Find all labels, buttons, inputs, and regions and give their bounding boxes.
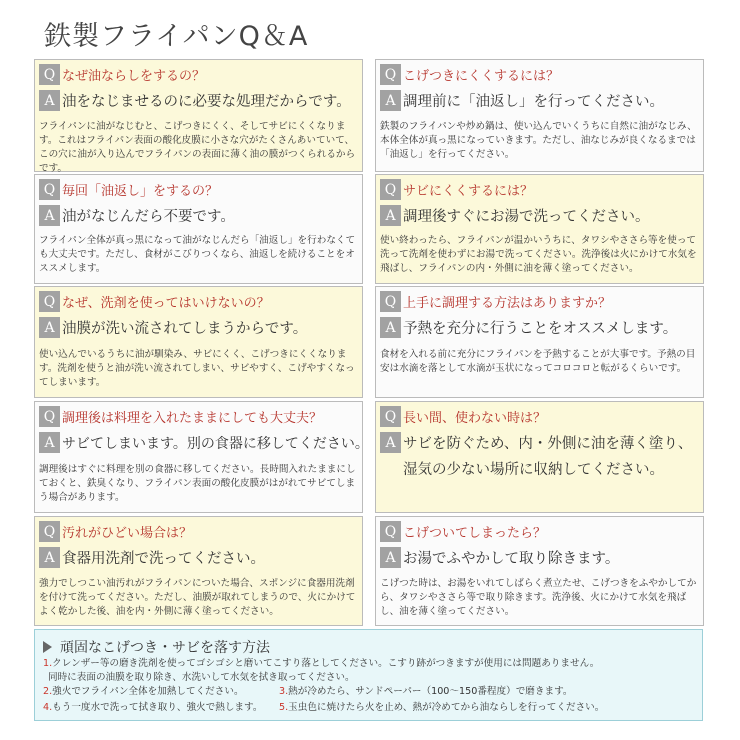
question-row	[380, 291, 611, 312]
question-text: サビにくくするには？	[403, 184, 534, 199]
question-row	[39, 291, 270, 312]
question-text: 毎回「油返し」をするの？	[62, 184, 219, 199]
question-row	[380, 406, 546, 427]
step-number: 1.	[43, 658, 53, 669]
question-text: なぜ、洗剤を使ってはいけないの？	[62, 296, 270, 311]
qa-card	[34, 286, 363, 398]
question-text: 上手に調理する方法はありますか？	[403, 296, 612, 311]
step-number: 4.	[43, 702, 53, 713]
tips-title	[43, 637, 270, 657]
q-badge: Q	[380, 406, 401, 427]
answer-text: 調理後すぐにお湯で洗ってください。	[403, 209, 650, 225]
answer-row	[380, 317, 677, 338]
answer-row	[380, 432, 692, 453]
a-badge: A	[39, 317, 60, 338]
question-row	[39, 521, 192, 542]
answer-row	[380, 90, 664, 111]
answer-text: サビを防ぐため、内・外側に油を薄く塗り、	[403, 436, 693, 452]
explanation-text: 使い込んでいるうちに油が馴染み、サビにくく、こげつきにくくなります。洗剤を使うと油が洗い流されてしまい、サビやすく、こげやすくなってしまいます。	[39, 349, 355, 388]
q-badge: Q	[39, 291, 60, 312]
answer-text: 油をなじませるのに必要な処理だからです。	[62, 94, 351, 110]
a-badge: A	[380, 317, 401, 338]
tip-step	[48, 672, 355, 684]
a-badge: A	[380, 90, 401, 111]
a-badge: A	[380, 205, 401, 226]
answer-row	[39, 205, 235, 226]
q-badge: Q	[39, 179, 60, 200]
qa-card	[34, 59, 363, 172]
q-badge: Q	[380, 291, 401, 312]
triangle-icon	[43, 641, 52, 653]
answer-row	[39, 432, 369, 453]
answer-row	[380, 547, 619, 568]
question-row	[39, 179, 218, 200]
question-row	[39, 406, 322, 427]
step-text: 玉虫色に焼けたら火を止め、熱が冷めてから油ならしを行ってください。	[288, 702, 605, 713]
answer-text: 油がなじんだら不要です。	[62, 209, 235, 225]
answer-text: 予熱を充分に行うことをオススメします。	[403, 321, 678, 337]
qa-card	[375, 286, 704, 398]
q-badge: Q	[380, 64, 401, 85]
question-text: こげついてしまったら？	[403, 526, 547, 541]
question-row	[380, 179, 533, 200]
explanation-text: 食材を入れる前に充分にフライパンを予熱することが大事です。予熱の目安は水滴を落として水滴が玉状になってコロコロと転がるくらいです。	[380, 349, 696, 374]
a-badge: A	[380, 432, 401, 453]
qa-card	[375, 174, 704, 284]
q-badge: Q	[380, 521, 401, 542]
tip-step	[43, 658, 599, 670]
answer-text: 調理前に「油返し」を行ってください。	[403, 94, 664, 110]
tip-step	[43, 686, 244, 698]
a-badge: A	[39, 432, 60, 453]
explanation-text: 使い終わったら、フライパンが温かいうちに、タワシやささら等を使って洗って洗剤を使わずにお湯で洗ってください。洗浄後は火にかけて水気を飛ばし、フライパンの内・外側に油を薄く塗ってください。	[380, 235, 697, 274]
step-text: もう一度水で洗って拭き取り、強火で熱します。	[52, 702, 263, 713]
tips-panel	[34, 629, 703, 721]
explanation-text: 強力でしつこい油汚れがフライパンについた場合、スポンジに食器用洗剤を付けて洗ってください。ただし、油膜が取れてしまうので、火にかけてよく乾かした後、油を内・外側に薄く塗ってください。	[39, 578, 356, 617]
explanation-text: こげつた時は、お湯をいれてしばらく煮立たせ、こげつきをふやかしてから、タワシやささら等で取り除きます。洗浄後、火にかけて水気を飛ばし、油を薄く塗ってください。	[380, 578, 697, 617]
question-row	[380, 64, 559, 85]
question-text: 調理後は料理を入れたままにしても大丈夫？	[62, 411, 323, 426]
q-badge: Q	[39, 64, 60, 85]
answer-row	[39, 547, 265, 568]
tip-step	[279, 702, 604, 714]
qa-card	[375, 401, 704, 513]
a-badge: A	[39, 90, 60, 111]
qa-card	[34, 516, 363, 626]
a-badge: A	[39, 205, 60, 226]
qa-card	[34, 401, 369, 513]
qa-card	[375, 59, 704, 172]
question-text: 汚れがひどい場合は？	[62, 526, 193, 541]
answer-row	[380, 205, 650, 226]
explanation-text: 鉄製のフライパンや炒め鍋は、使い込んでいくうちに自然に油がなじみ、本体全体が真っ黒になっていきます。ただし、油なじみが良くなるまでは「油返し」を行ってください。	[380, 121, 697, 160]
answer-text: お湯でふやかして取り除きます。	[403, 551, 620, 567]
answer-text: サビてしまいます。別の食器に移してください。	[62, 435, 369, 452]
question-text: 長い間、使わない時は？	[403, 411, 547, 426]
page-title: 鉄製フライパンQ＆A	[44, 21, 309, 52]
tip-step	[43, 702, 262, 714]
tips-title-text: 頑固なこげつき・サビを落す方法	[60, 640, 270, 656]
answer-text: 食器用洗剤で洗ってください。	[62, 551, 265, 567]
answer-text-line2: 湿気の少ない場所に収納してください。	[403, 462, 664, 478]
step-text: 強火でフライパン全体を加熱してください。	[52, 686, 244, 697]
question-text: なぜ油ならしをするの？	[62, 69, 206, 84]
explanation-text: フライパンに油がなじむと、こげつきにくく、そしてサビにくくなります。これはフライパン表面の酸化皮膜に小さな穴がたくさんあいていて、この穴に油が入り込んでフライパンの表面に薄く油の膜がつくられるからです。	[39, 121, 356, 174]
q-badge: Q	[380, 179, 401, 200]
qa-card	[34, 174, 363, 284]
step-number: 3.	[279, 686, 289, 697]
q-badge: Q	[39, 521, 60, 542]
step-number: 2.	[43, 686, 53, 697]
qa-card	[375, 516, 704, 626]
explanation-text: フライパン全体が真っ黒になって油がなじんだら「油返し」を行わなくても大丈夫です。ただし、食材がこびりつくなら、油返しを続けることをオススメします。	[39, 235, 356, 274]
tip-step	[279, 686, 573, 698]
explanation-text: 調理後はすぐに料理を別の食器に移してください。長時間入れたままにしておくと、鉄臭くなり、フライパン表面の酸化皮膜がはがれてサビてしまう場合があります。	[39, 464, 356, 503]
step-text: 熱が冷めたら、サンドペーパー（100〜150番程度）で磨きます。	[288, 686, 573, 697]
a-badge: A	[39, 547, 60, 568]
answer-row	[39, 90, 351, 111]
step-number: 5.	[279, 702, 289, 713]
step-text: 同時に表面の油膜を取り除き、水洗いして水気を拭き取ってください。	[48, 672, 355, 683]
question-row	[39, 64, 205, 85]
q-badge: Q	[39, 406, 60, 427]
question-row	[380, 521, 546, 542]
a-badge: A	[380, 547, 401, 568]
answer-row	[39, 317, 307, 338]
step-text: クレンザー等の磨き洗剤を使ってゴシゴシと磨いてこすり落としてください。こすり跡がつきますが使用には問題ありません。	[52, 658, 600, 669]
answer-text: 油膜が洗い流されてしまうからです。	[62, 321, 308, 337]
question-text: こげつきにくくするには？	[403, 69, 560, 84]
